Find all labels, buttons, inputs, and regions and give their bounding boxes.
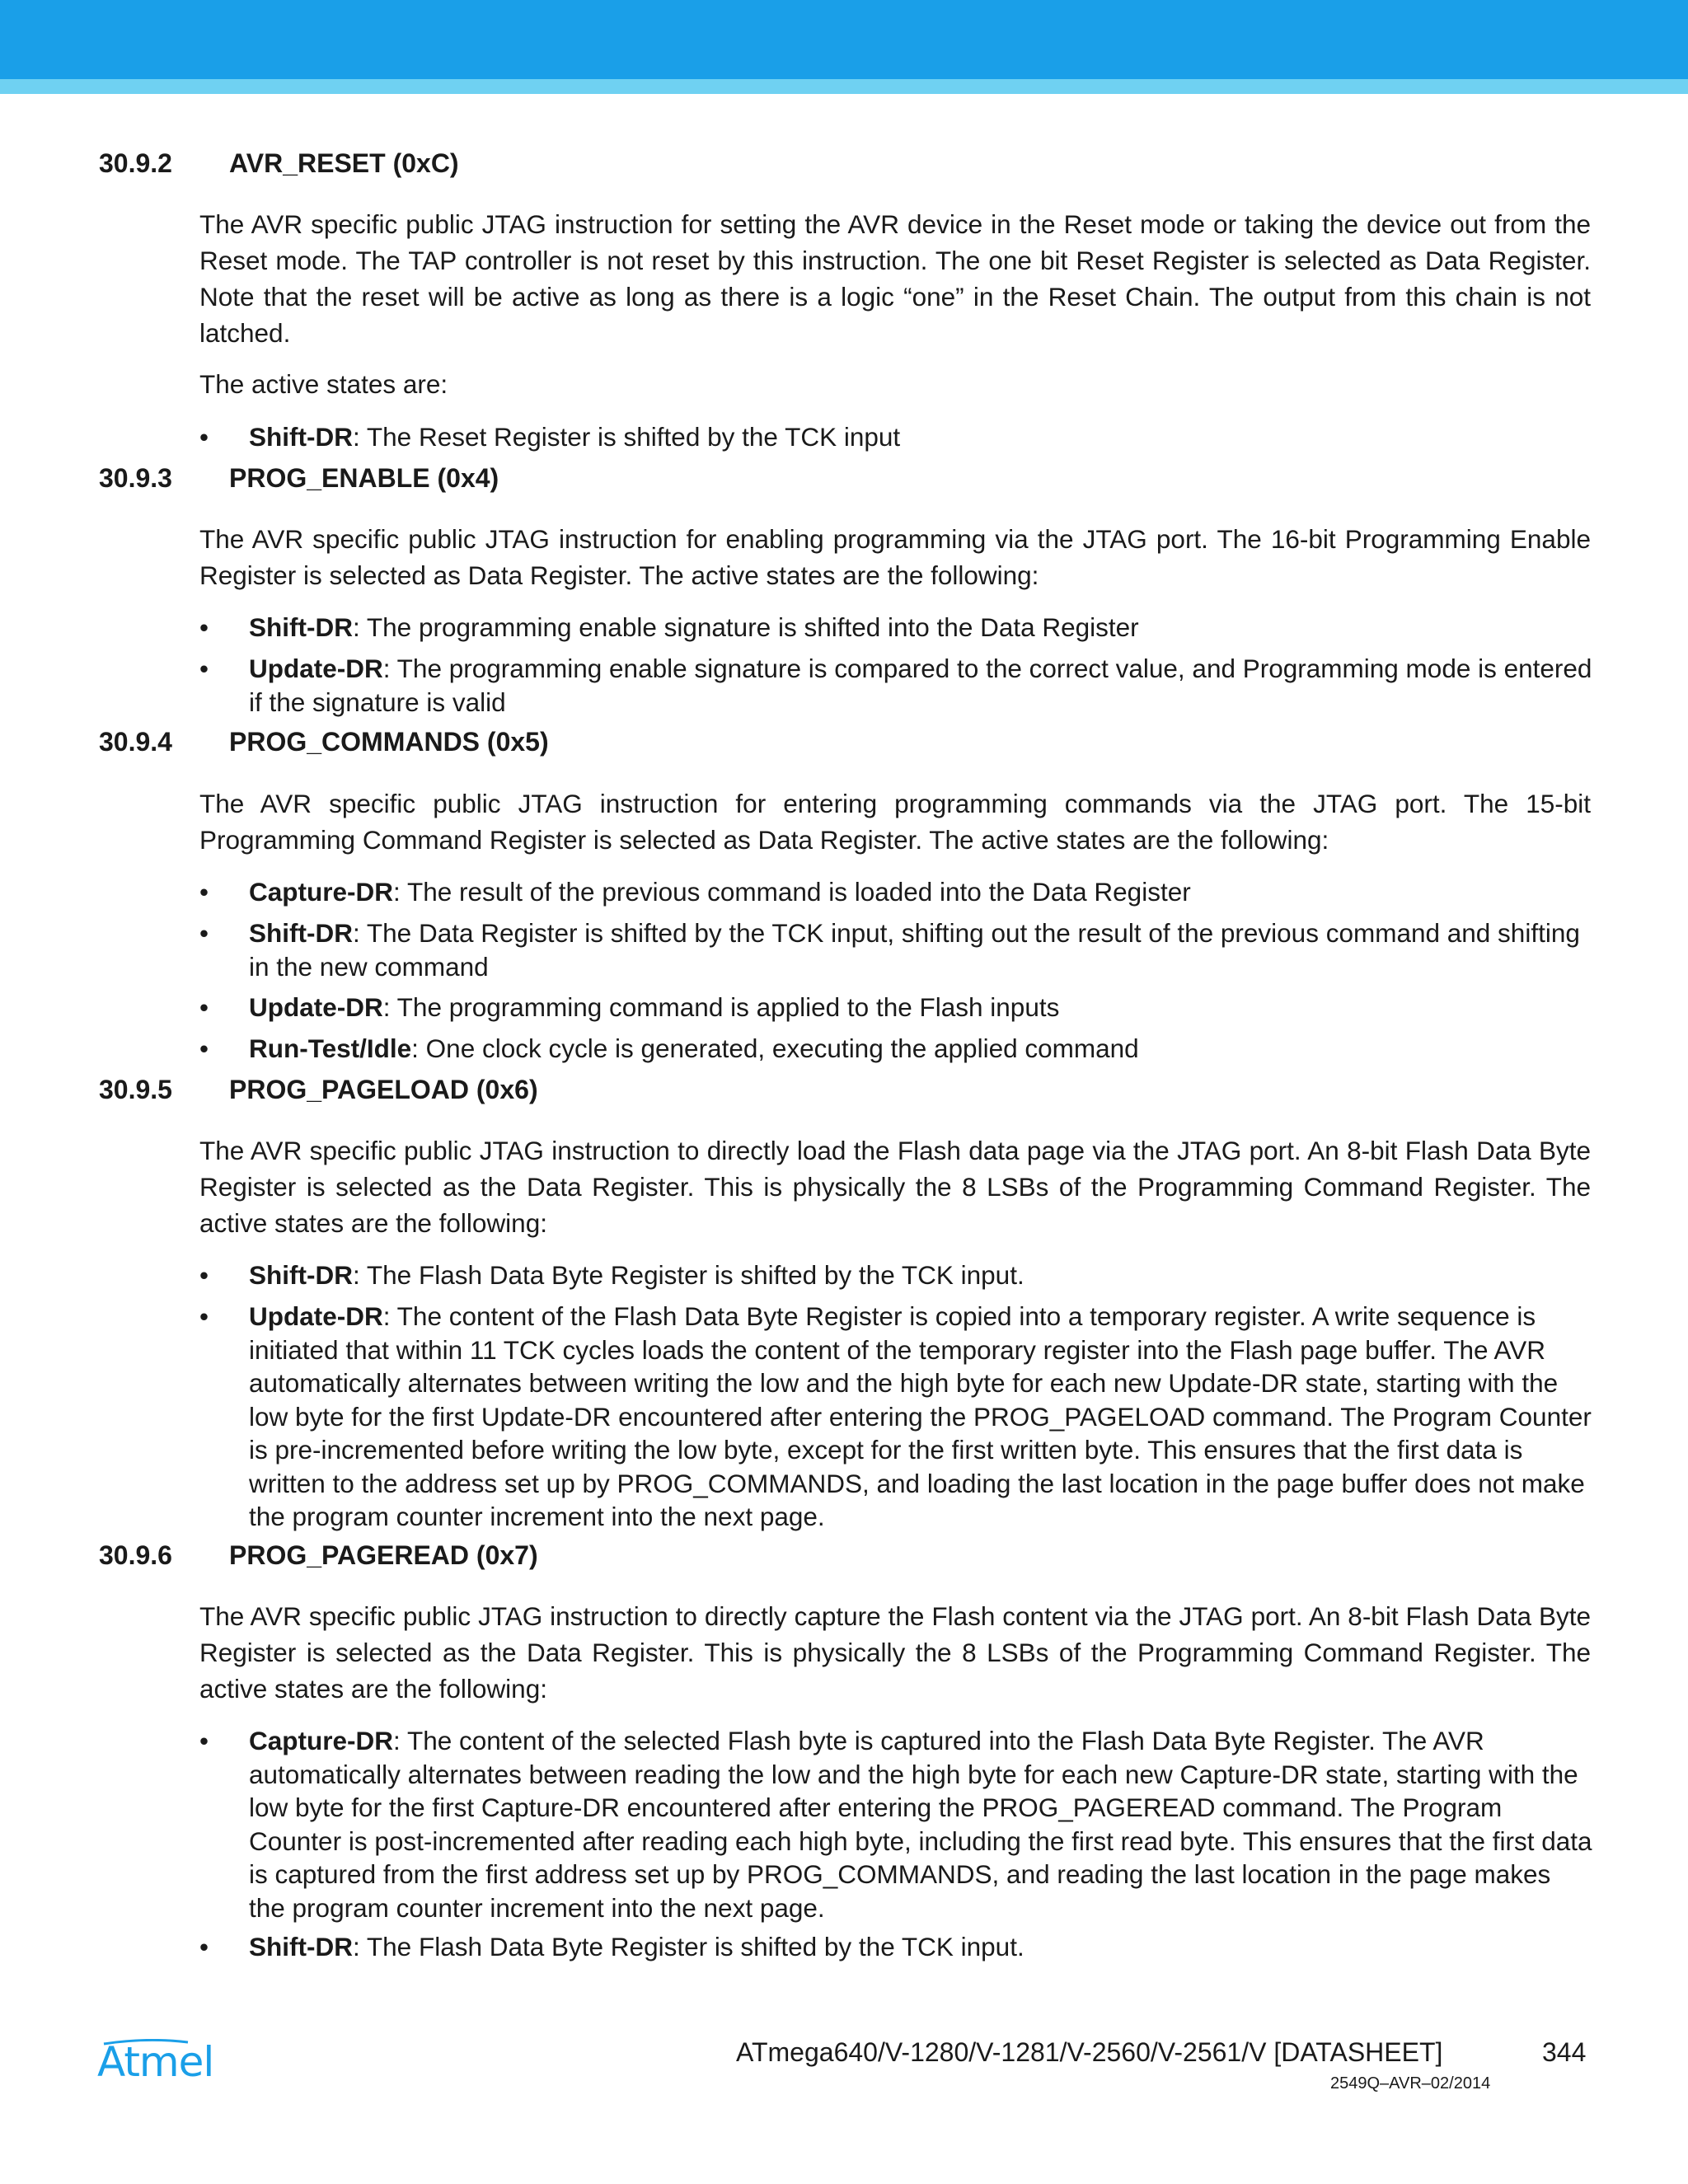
paragraph: The AVR specific public JTAG instruction for setting the AVR device in the Reset mode or taking the device out from the Reset mode. The TAP controller is not reset by this instruction. The one bit Reset Register is selected as Data Register. Note that the reset will be active as long as there is a logic “one” in the Reset Chain. The output from this chain is not latched.	[199, 209, 1591, 348]
page-number: 344	[1542, 2037, 1587, 2067]
footer-doc-title: ATmega640/V-1280/V-1281/V-2560/V-2561/V [DATASHEET]	[736, 2037, 1443, 2067]
section-heading-30-9-4: 30.9.4 PROG_COMMANDS (0x5)	[99, 727, 549, 757]
section-heading-30-9-5: 30.9.5 PROG_PAGELOAD (0x6)	[99, 1075, 538, 1104]
list-item: • Shift-DR: The programming enable signature is shifted into the Data Register	[199, 612, 1139, 642]
atmel-logo: Atmel	[97, 2038, 214, 2086]
footer-doc-code: 2549Q–AVR–02/2014	[1330, 2074, 1491, 2093]
list-item: • Capture-DR: The result of the previous command is loaded into the Data Register	[199, 877, 1191, 907]
list-item: • Shift-DR: The Data Register is shifted by the TCK input, shifting out the result of the previous command and shifting in the new command	[199, 918, 1580, 982]
list-item: • Shift-DR: The Reset Register is shifted by the TCK input	[199, 422, 901, 452]
paragraph: The active states are:	[199, 369, 448, 399]
list-item: • Shift-DR: The Flash Data Byte Register is shifted by the TCK input.	[199, 1932, 1025, 1961]
list-item: • Shift-DR: The Flash Data Byte Register is shifted by the TCK input.	[199, 1260, 1025, 1290]
header-band-edge	[0, 79, 1688, 94]
section-heading-30-9-2: 30.9.2 AVR_RESET (0xC)	[99, 148, 459, 178]
list-item: • Update-DR: The content of the Flash Data Byte Register is copied into a temporary register. A write sequence is initiated that within 11 TCK cycles loads the content of the temporary register into the Flash page buffer. The AVR automatically alternates between writing the low and the high byte for each new Update-DR state, starting with the low byte for the first Update-DR encountered after entering the PROG_PAGELOAD command. The Program Counter is pre-incremented before writing the low byte, except for the first written byte. This ensures that the first data is written to the address set up by PROG_COMMANDS, and loading the last location in the page buffer does not make the program counter increment into the next page.	[199, 1301, 1592, 1531]
list-item: • Run-Test/Idle: One clock cycle is generated, executing the applied command	[199, 1033, 1139, 1063]
list-item: • Capture-DR: The content of the selected Flash byte is captured into the Flash Data Byte Register. The AVR automatically alternates between reading the low and the high byte for each new Capture-DR state, starting with the low byte for the first Capture-DR encountered after entering the PROG_PAGEREAD command. The Program Counter is post-incremented after reading each high byte, including the first read byte. This ensures that the first data is captured from the first address set up by PROG_COMMANDS, and reading the last location in the page makes the program counter increment into the next page.	[199, 1726, 1592, 1923]
section-heading-30-9-6: 30.9.6 PROG_PAGEREAD (0x7)	[99, 1540, 538, 1570]
paragraph: The AVR specific public JTAG instruction for entering programming commands via the JTAG port. The 15-bit Programming Command Register is selected as Data Register. The active states are the following:	[199, 789, 1591, 855]
paragraph: The AVR specific public JTAG instruction to directly capture the Flash content via the JTAG port. An 8-bit Flash Data Byte Register is selected as the Data Register. This is physically the 8 LSBs of the Programming Command Register. The active states are the following:	[199, 1601, 1591, 1704]
header-band	[0, 0, 1688, 79]
paragraph: The AVR specific public JTAG instruction to directly load the Flash data page via the JTAG port. An 8-bit Flash Data Byte Register is selected as the Data Register. This is physically the 8 LSBs of the Programming Command Register. The active states are the following:	[199, 1136, 1591, 1238]
paragraph: The AVR specific public JTAG instruction for enabling programming via the JTAG port. The 16-bit Programming Enable Register is selected as Data Register. The active states are the following:	[199, 524, 1591, 590]
atmel-logo-swoosh-icon	[97, 2039, 239, 2088]
list-item: • Update-DR: The programming enable signature is compared to the correct value, and Programming mode is entered if the signature is valid	[199, 654, 1592, 717]
list-item: • Update-DR: The programming command is applied to the Flash inputs	[199, 992, 1060, 1022]
section-heading-30-9-3: 30.9.3 PROG_ENABLE (0x4)	[99, 463, 499, 493]
